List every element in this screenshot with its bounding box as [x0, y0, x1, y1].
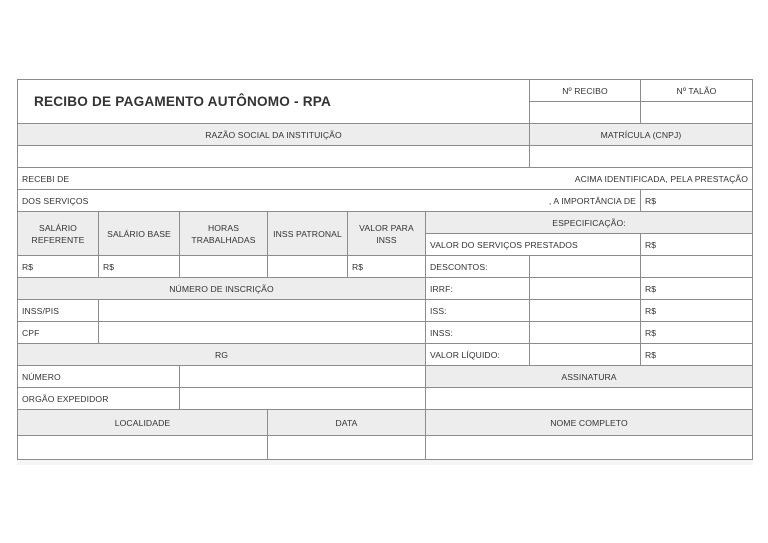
nome-completo-field[interactable]	[425, 435, 753, 460]
irrf-field[interactable]: R$	[640, 277, 753, 300]
irrf-label: IRRF:	[425, 277, 530, 300]
cpf-label: CPF	[17, 321, 99, 344]
inss-pis-field[interactable]	[98, 299, 426, 322]
inss-field[interactable]: R$	[640, 321, 753, 344]
talao-label: Nº TALÃO	[640, 79, 753, 102]
form-title: RECIBO DE PAGAMENTO AUTÔNOMO - RPA	[17, 79, 530, 124]
col-salario-referente: SALÁRIO REFERENTE	[17, 211, 99, 256]
nome-completo-label: NOME COMPLETO	[425, 409, 753, 436]
importancia-label: , A IMPORTÂNCIA DE	[548, 195, 636, 206]
value-horas-trabalhadas[interactable]	[179, 255, 268, 278]
matricula-label: MATRÍCULA (CNPJ)	[529, 123, 753, 146]
valor-liquido-mid[interactable]	[529, 343, 641, 366]
valor-servicos-field[interactable]: R$	[640, 233, 753, 256]
importancia-field[interactable]: R$	[640, 189, 753, 212]
rpa-form	[17, 79, 753, 465]
rg-title: RG	[17, 343, 426, 366]
iss-field[interactable]: R$	[640, 299, 753, 322]
localidade-field[interactable]	[17, 435, 268, 460]
dos-servicos-label: DOS SERVIÇOS	[22, 195, 89, 206]
iss-label: ISS:	[425, 299, 530, 322]
iss-mid[interactable]	[529, 299, 641, 322]
numero-inscricao-title: NÚMERO DE INSCRIÇÃO	[17, 277, 426, 300]
razao-social-field[interactable]	[17, 145, 530, 168]
assinatura-field[interactable]	[425, 387, 753, 410]
especificacao-title: ESPECIFICAÇÃO:	[425, 211, 753, 234]
rg-numero-label: NÚMERO	[17, 365, 180, 388]
valor-servicos-label: VALOR DO SERVIÇOS PRESTADOS	[425, 233, 641, 256]
descontos-label: DESCONTOS:	[425, 255, 530, 278]
inss-pis-label: INSS/PIS	[17, 299, 99, 322]
value-inss-patronal[interactable]	[267, 255, 348, 278]
rg-numero-field[interactable]	[179, 365, 426, 388]
orgao-expedidor-field[interactable]	[179, 387, 426, 410]
col-valor-para-inss: VALOR PARA INSS	[347, 211, 426, 256]
descontos-field[interactable]	[640, 255, 753, 278]
dos-servicos-row	[17, 189, 641, 212]
inss-mid[interactable]	[529, 321, 641, 344]
recibo-field[interactable]	[529, 101, 641, 124]
descontos-mid[interactable]	[529, 255, 641, 278]
value-salario-referente[interactable]: R$	[17, 255, 99, 278]
matricula-field[interactable]	[529, 145, 753, 168]
data-field[interactable]	[267, 435, 426, 460]
recebi-de-label: RECEBI DE	[22, 173, 70, 184]
valor-liquido-field[interactable]: R$	[640, 343, 753, 366]
recibo-label: Nº RECIBO	[529, 79, 641, 102]
razao-social-label: RAZÃO SOCIAL DA INSTITUIÇÃO	[17, 123, 530, 146]
col-salario-base: SALÁRIO BASE	[98, 211, 180, 256]
recebi-de-row	[17, 167, 753, 190]
col-inss-patronal: INSS PATRONAL	[267, 211, 348, 256]
inss-label: INSS:	[425, 321, 530, 344]
acima-identificada-label: ACIMA IDENTIFICADA, PELA PRESTAÇÃO	[574, 173, 748, 184]
cpf-field[interactable]	[98, 321, 426, 344]
irrf-mid[interactable]	[529, 277, 641, 300]
localidade-label: LOCALIDADE	[17, 409, 268, 436]
talao-field[interactable]	[640, 101, 753, 124]
valor-liquido-label: VALOR LÍQUIDO:	[425, 343, 530, 366]
data-label: DATA	[267, 409, 426, 436]
value-valor-para-inss[interactable]: R$	[347, 255, 426, 278]
assinatura-title: ASSINATURA	[425, 365, 753, 388]
value-salario-base[interactable]: R$	[98, 255, 180, 278]
orgao-expedidor-label: ORGÃO EXPEDIDOR	[17, 387, 180, 410]
col-horas-trabalhadas: HORAS TRABALHADAS	[179, 211, 268, 256]
